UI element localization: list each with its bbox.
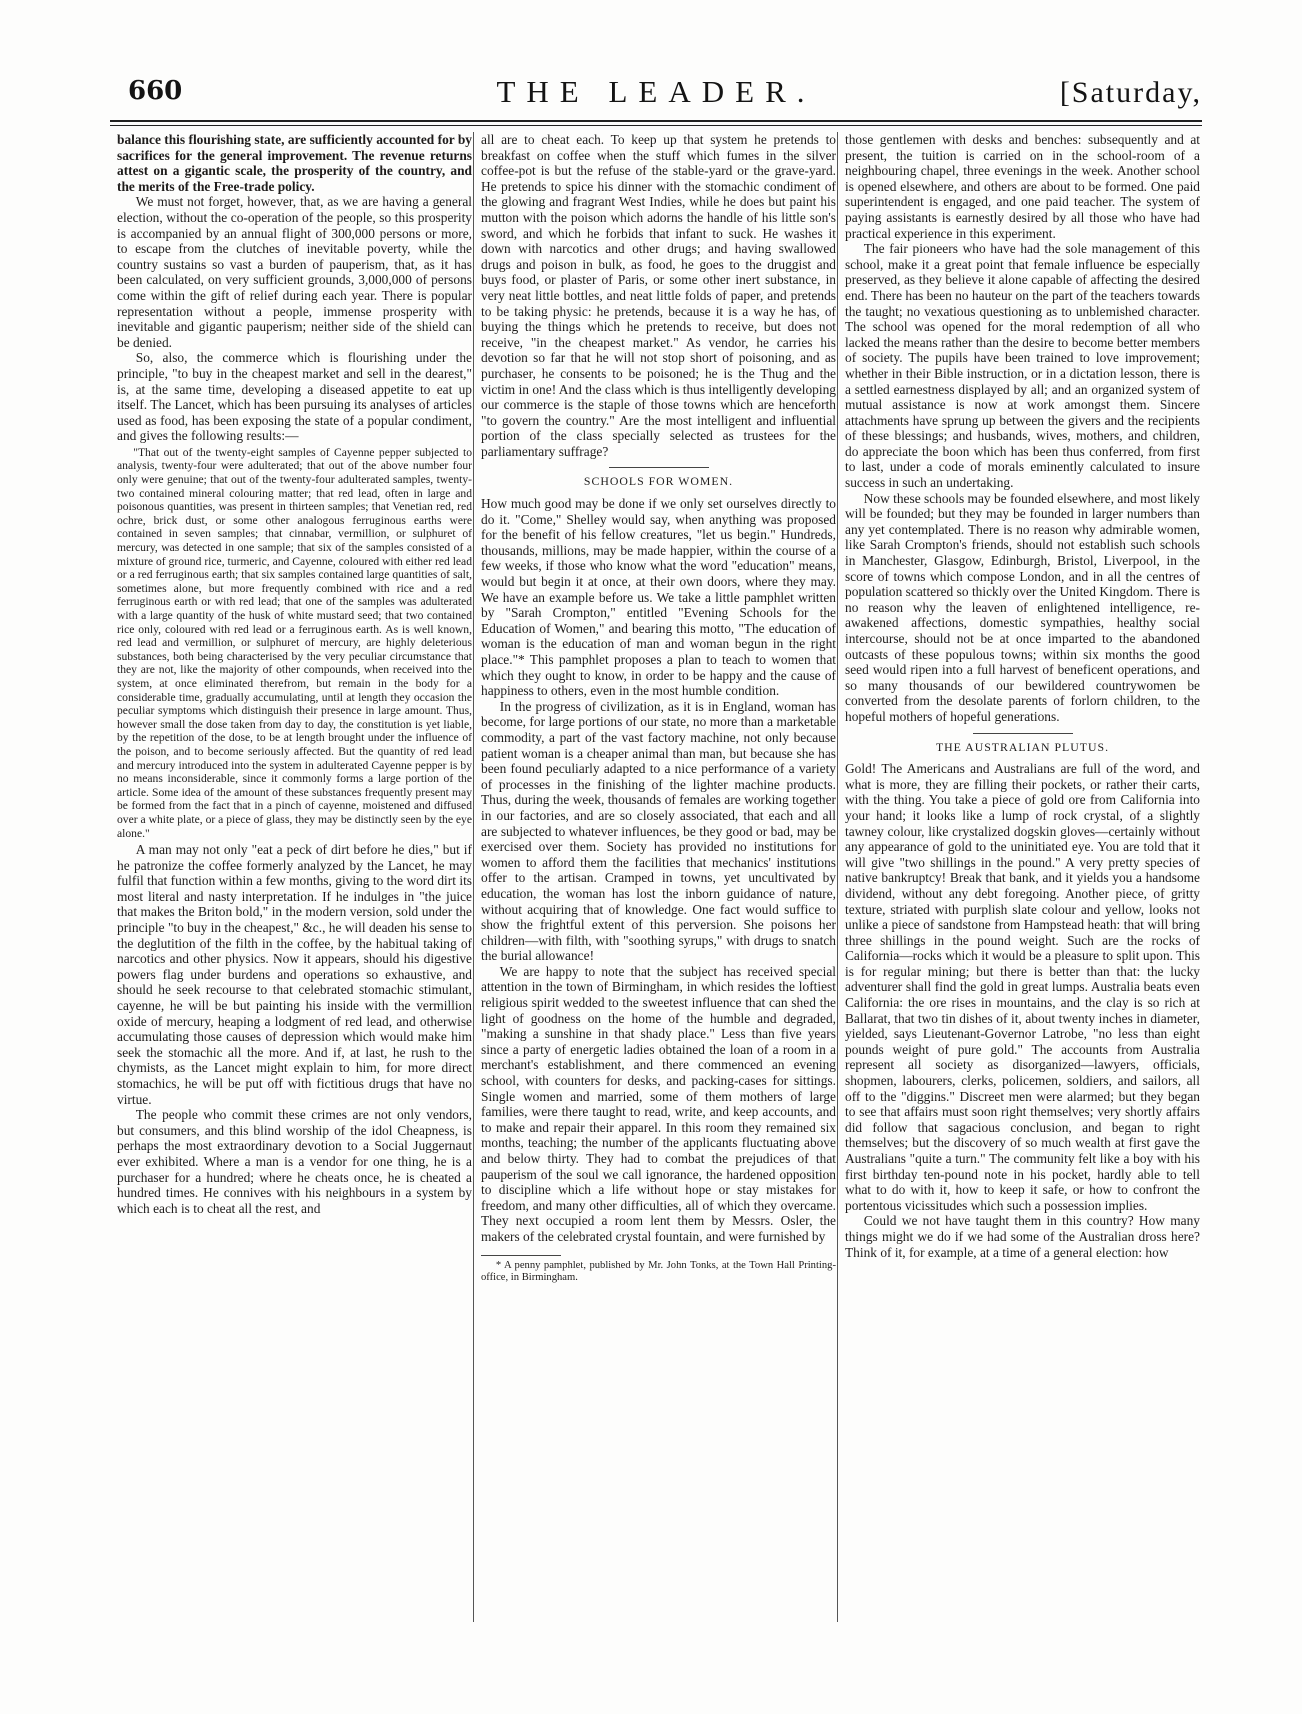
column-divider (473, 132, 474, 1622)
paragraph: In the progress of civilization, as it is in England, woman has become, for large portions of our state, no more than a marketable commodity, a part of the vast factory machine, not only because patient woman is a cheaper animal than man, but because she has been found peculiarly adapted to a nice performance of a variety of processes in the finishing of the lighter machine products. Thus, during the week, thousands of females are working together in our factories, and are so closely associated, that each and all are subjected to whatever influences, be they good or bad, may be exercised over them. Society has provided no institutions for women to afford them the facilities that mechanics' institutions offer to the artisan. Cramped in towns, yet uncultivated by education, the woman has lost the inborn guidance of nature, without acquiring that of knowledge. One fact would suffice to show the frightful extent of this perversion. She poisons her children—with filth, with "soothing syrups," with drugs to snatch the burial allowance! (481, 698, 836, 964)
masthead-title: THE LEADER. (496, 74, 816, 109)
column-3 (845, 132, 1200, 1622)
paragraph: A man may not only "eat a peck of dirt before he dies," but if he patronize the coffee formerly analyzed by the Lancet, he may fulfil that function within a few months, giving to the word dirt its most literal and nasty interpretation. If he indulges in "the juice that makes the Briton bold," in the modern version, sold under the principle "to buy in the cheapest," &c., he will deaden his sense to the deglutition of the filth in the coffee, by the habitual taking of narcotics and other physics. Now it appears, should his digestive powers flag under burdens and operations so exhaustive, and should he seek recourse to that celebrated stomachic stimulant, cayenne, he will be but painting his inside with the vermillion oxide of mercury, heaping a lodgment of red lead, and otherwise accumulating those causes of depression which would make him seek the stomachic all the more. And if, at last, he rush to the chymists, as the Lancet might explain to him, for more direct stomachics, he will be put off with fictitious drugs that have no virtue. (117, 842, 472, 1107)
paragraph: The fair pioneers who have had the sole management of this school, make it a great point that female influence be especially preserved, as they believe it alone capable of affecting the desired end. There has been no hauteur on the part of the teachers towards the taught; no vexatious questioning as to unblemished character. The school was opened for the moral redemption of all who lacked the means rather than the desire to become better members of society. The pupils have been trained to love improvement; whether in their Bible instruction, or in a dictation lesson, there is a settled earnestness displayed by all; and an organized system of mutual assistance is now at work amongst them. Sincere attachments have sprung up between the givers and the recipients of these blessings; and husbands, wives, mothers, and children, do appreciate the boon which has been thus conferred, from first to last, under a code of morals eminently calculated to insure success in such an undertaking. (845, 241, 1200, 491)
footnote: * A penny pamphlet, published by Mr. John Tonks, at the Town Hall Printing-office, in Birmingham. (481, 1259, 836, 1283)
paragraph: balance this flourishing state, are sufficiently accounted for by sacrifices for the general improvement. The revenue returns attest on a gigantic scale, the prosperity of the country, and the merits of the Free-trade policy. (117, 132, 472, 194)
section-divider (973, 733, 1073, 734)
dateline: [Saturday, (1059, 76, 1202, 109)
section-heading: SCHOOLS FOR WOMEN. (583, 474, 734, 489)
header-rule-thick (110, 120, 1202, 122)
paragraph: The people who commit these crimes are not only vendors, but consumers, and this blind worship of the idol Cheapness, is perhaps the most extraordinary devotion to a Social Juggernaut ever exhibited. Where a man is a vendor for one thing, he is a purchaser for a hundred; where he cheats once, he is cheated a hundred times. He connives with his neighbours in a system by which each is to cheat all the rest, and (117, 1107, 472, 1216)
paragraph: Could we not have taught them in this country? How many things might we do if we had some of the Australian dross here? Think of it, for example, at a time of a general election: how (845, 1213, 1200, 1260)
paragraph: So, also, the commerce which is flourishing under the principle, "to buy in the cheapest market and sell in the dearest," is, at the same time, developing a diseased appetite to eat up itself. The Lancet, which has been pursuing its analyses of articles used as food, has been exposing the state of a popular condiment, and gives the following results:— (117, 350, 472, 444)
footnote-rule (481, 1255, 561, 1256)
section-heading: THE AUSTRALIAN PLUTUS. (935, 739, 1110, 754)
paragraph: all are to cheat each. To keep up that system he pretends to breakfast on coffee when the stuff which fumes in the silver coffee-pot is but the refuse of the stable-yard or the grave-yard. He pretends to spice his dinner with the stomachic condiment of the glowing and fragrant West Indies, while he does but paint his mutton with the poison which adorns the handle of his little son's sword, and which he forbids that infant to suck. He washes it down with narcotics and other drugs; and having swallowed drugs and poison in bulk, as food, he goes to the druggist and buys food, or plaster of Paris, or some other inert substance, in very neat little bottles, and neat little folds of paper, and pretends to be taking physic: he pretends, because it is a way he has, of buying the things which he pretends to receive, but does not receive, "in the cheapest market." As vendor, he carries his devotion so far that he will not stop short of poisoning, and as purchaser, he consents to be poisoned; he is the Thug and the victim in one! And the class which is thus intelligently developing our commerce is the staple of those towns which are henceforth "to govern the country." Are the most intelligent and influential portion of the class specially selected as trustees for the parliamentary suffrage? (481, 132, 836, 459)
page-number: 660 (128, 76, 183, 106)
quoted-extract: "That out of the twenty-eight samples of Cayenne pepper subjected to analysis, twenty-four were adulterated; that out of the above number four only were genuine; that out of the twenty-four adulterated samples, twenty-two contained mineral colouring matter; that red lead, often in large and poisonous quantities, was present in thirteen samples; that Venetian red, red ochre, brick dust, or some other analogous ferruginous earths were contained in seven samples; that cinnabar, vermillion, or sulphuret of mercury, was detected in one sample; that six of the samples consisted of a mixture of ground rice, turmeric, and Cayenne, coloured with either red lead or a red ferruginous earth; that six samples contained large quantities of salt, sometimes alone, but more frequently combined with rice and a red ferruginous earth or with red lead; that one of the samples was adulterated with a large quantity of the husk of white mustard seed; that two contained rice only, coloured with red lead or a ferruginous earth. As is well known, red lead and vermillion, or sulphuret of mercury, are highly deleterious substances, both being characterised by the very peculiar circumstance that they are not, like the majority of other compounds, when received into the system, at once eliminated therefrom, but remain in the body for a considerable time, gradually accumulating, until at length they occasion the peculiar symptoms which distinguish their presence in large amount. Thus, however small the dose taken from day to day, the constitution is yet liable, by the repetition of the dose, to be at length brought under the influence of the poison, and to become seriously affected. But the quantity of red lead and mercury introduced into the system in adulterated Cayenne pepper is by no means inconsiderable, since it commonly forms a large portion of the article. Some idea of the amount of these substances frequently present may be formed from the fact that in a pinch of cayenne, moistened and diffused over a white plate, or a piece of glass, they may be distinctly seen by the eye alone." (117, 445, 472, 840)
page-header (110, 76, 1202, 116)
column-2 (481, 132, 836, 1622)
paragraph: those gentlemen with desks and benches: subsequently and at present, the tuition is carried on in the school-room of a neighbouring chapel, three evenings in the week. Another school is opened elsewhere, and others are about to be formed. One paid superintendent is engaged, and one paid teacher. The system of paying assistants is earnestly desired by all those who have had practical experience in this experiment. (845, 132, 1200, 241)
paragraph: Gold! The Americans and Australians are full of the word, and what is more, they are filling their pockets, or rather their carts, with the thing. You take a piece of gold ore from California into your hand; it looks like a lump of rock crystal, of a slightly tawney colour, like crystalized dogskin gloves—certainly without any appearance of gold to the uninitiated eye. You are told that it will give "two shillings in the pound." A very pretty species of native bankruptcy! Break that bank, and it yields you a handsome dividend, without any debt foregoing. Another piece, of gritty texture, striated with purplish slate colour and yellow, looks not unlike a piece of sandstone from Hampstead heath: that will bring three shillings in the pound weight. Such are the rocks of California—rocks which it would be a pleasure to split upon. This is for regular mining; but there is better than that: the lucky adventurer shall find the gold in great lumps. Australia beats even California: the ore rises in mountains, and the clay is so rich at Ballarat, that two tin dishes of it, about twenty inches in diameter, yielded, says Lieutenant-Governor Latrobe, "no less than eight pounds weight of pure gold." The accounts from Australia represent all society as disorganized—lawyers, officials, shopmen, labourers, clerks, policemen, soldiers, and sailors, all off to the "diggins." Discreet men were alarmed; but they began to see that affairs must soon right themselves; very shortly affairs did follow that sagacious conclusion, and began to right themselves; but the discovery of so much wealth at first gave the Australians "quite a turn." The community felt like a boy with his first birthday ten-pound note in his pocket, hardly able to tell what to do with it, how to keep it safe, or how to confront the portentous vicissitudes which such a possession implies. (845, 761, 1200, 1213)
header-rule-thin (110, 125, 1202, 126)
column-1 (117, 132, 472, 1622)
paragraph: We are happy to note that the subject has received special attention in the town of Birmingham, in which resides the loftiest religious spirit wedded to the sweetest influence that can shed the light of goodness on the home of the humble and degraded, "making a sunshine in that shady place." Less than five years since a party of energetic ladies obtained the loan of a room in a merchant's establishment, and there commenced an evening school, with counters for desks, and packing-cases for sittings. Single women and married, some of them mothers of large families, were there taught to read, write, and keep accounts, and to make and repair their apparel. In this room they remained six months, teaching; the number of the applicants fluctuating above and below thirty. They had to combat the prejudices of that pauperism of the soul we call ignorance, the hardened opposition to discipline which a life without hope or stay mistakes for freedom, and many other difficulties, all of which they overcame. They next occupied a room lent them by Messrs. Osler, the makers of the celebrated crystal fountain, and were furnished by (481, 963, 836, 1244)
paragraph: We must not forget, however, that, as we are having a general election, without the co-operation of the people, so this prosperity is accompanied by an annual flight of 300,000 persons or more, to escape from the clutches of inevitable poverty, while the country sustains so vast a burden of pauperism, that, as it has been calculated, on very sufficient grounds, 3,000,000 of persons come within the gift of relief during each year. There is popular representation without a people, immense prosperity with inevitable and gigantic pauperism; neither side of the shield can be denied. (117, 194, 472, 350)
paragraph: How much good may be done if we only set ourselves directly to do it. "Come," Shelley would say, when anything was proposed for the benefit of his fellow creatures, "let us begin." Hundreds, thousands, millions, may be made happier, within the course of a few weeks, if those who know what the word "education" means, would but begin it at once, at their own doors, where they may. We have an example before us. We take a little pamphlet written by "Sarah Crompton," entitled "Evening Schools for the Education of Women," and bearing this motto, "The education of woman is the education of man and woman begun in the right place."* This pamphlet proposes a plan to teach to women that which they ought to know, in order to be happy and the cause of happiness to others, even in the most humble condition. (481, 496, 836, 699)
column-divider (837, 132, 838, 1622)
section-divider (609, 467, 709, 468)
paragraph: Now these schools may be founded elsewhere, and most likely will be founded; but they may be founded in larger numbers than any yet contemplated. There is no reason why admirable women, like Sarah Crompton's friends, should not establish such schools in Manchester, Glasgow, Edinburgh, Bristol, Liverpool, in the score of towns which compose London, and in all the centres of population scattered so thickly over the United Kingdom. There is no reason why the leaven of enlightened intelligence, re-awakened affections, domestic sympathies, healthy social intercourse, should not be at once imparted to the abandoned outcasts of these populous towns; within six months the good seed would ripen into a full harvest of beneficent operations, and so many thousands of our bewildered countrywomen be converted from the desolate parents of forlorn children, to the hopeful mothers of hopeful generations. (845, 490, 1200, 724)
